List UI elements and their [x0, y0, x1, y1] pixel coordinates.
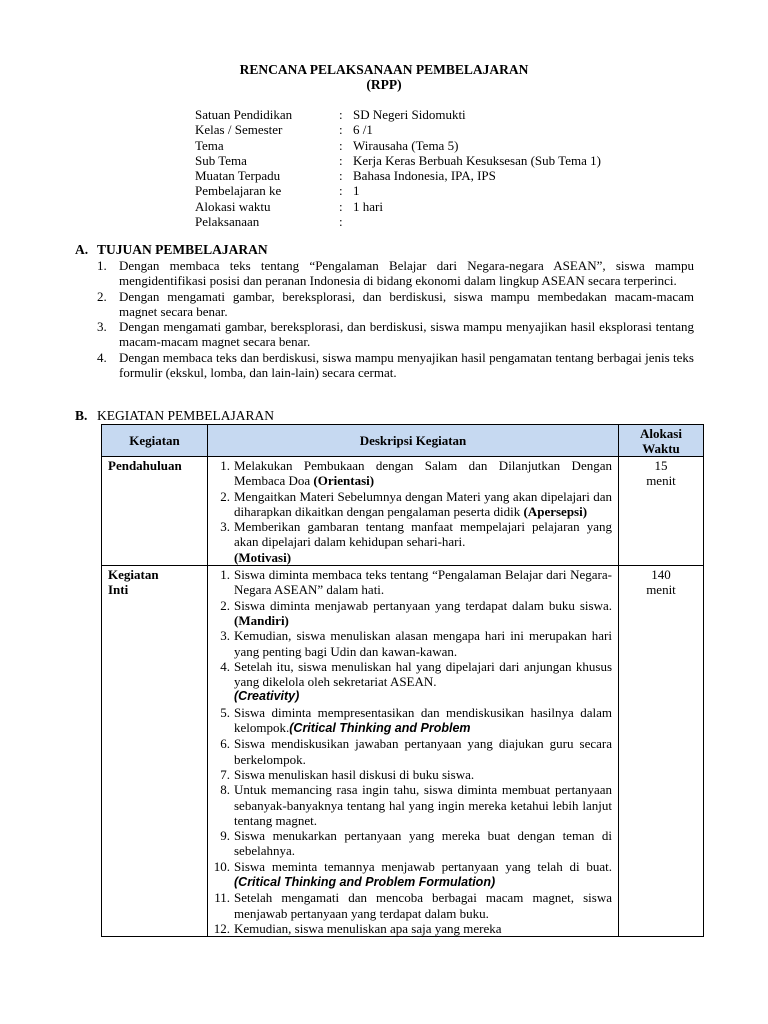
step-number: 12.	[213, 920, 230, 936]
list-item	[212, 567, 612, 598]
identity-label: Tema	[195, 137, 224, 153]
step-number: 3.	[220, 628, 230, 644]
step-tag: (Critical Thinking and Problem Formulation)	[234, 875, 496, 890]
list-item	[97, 258, 694, 289]
description-pendahuluan	[208, 457, 619, 566]
time-unit: menit	[646, 473, 676, 488]
identity-row	[195, 122, 601, 137]
identity-value: 1 hari	[353, 198, 383, 214]
section-a-title: TUJUAN PEMBELAJARAN	[97, 242, 268, 257]
step-number: 8.	[220, 782, 230, 798]
table-row	[102, 566, 704, 937]
item-text: Dengan membaca teks dan berdiskusi, siswa mampu menyajikan hasil pengamatan tentang berbagai jenis teks formulir (ekskul, lomba, dan lain-lain) secara cermat.	[119, 349, 694, 381]
step-number: 3.	[220, 519, 230, 535]
section-b-heading	[75, 408, 274, 424]
step-text: Siswa menuliskan hasil diskusi di buku siswa.	[234, 766, 475, 782]
identity-value: 6 /1	[353, 122, 373, 138]
identity-label: Pelaksanaan	[195, 214, 260, 230]
time-value: 15	[654, 458, 668, 473]
inti-steps	[208, 567, 618, 936]
identity-separator: :	[339, 137, 343, 153]
list-item	[212, 519, 612, 565]
step-number: 9.	[220, 828, 230, 844]
list-item	[212, 489, 612, 520]
step-text: Siswa diminta membaca teks tentang “Pengalaman Belajar dari Negara-Negara ASEAN” dalam hati.	[234, 567, 612, 598]
list-item	[97, 319, 694, 350]
step-number: 4.	[220, 658, 230, 674]
step-text: Kemudian, siswa menuliskan alasan mengapa hari ini merupakan hari yang penting bagi Udin dan kawan-kawan.	[234, 628, 612, 659]
activity-inti-line1: Kegiatan	[108, 567, 159, 583]
step-text: Melakukan Pembukaan dengan Salam dan Dilanjutkan Dengan Membaca Doa	[234, 458, 612, 489]
identity-separator: :	[339, 122, 343, 138]
identity-value	[353, 214, 601, 229]
identity-row	[195, 168, 601, 183]
list-item	[212, 782, 612, 828]
section-a-letter: A.	[75, 242, 89, 257]
step-number: 10.	[213, 858, 230, 874]
item-number: 2.	[97, 288, 107, 304]
list-item	[212, 859, 612, 891]
step-number: 2.	[220, 597, 230, 613]
step-tag: (Mandiri)	[234, 612, 289, 628]
identity-label: Sub Tema	[195, 152, 247, 168]
step-text: Untuk memancing rasa ingin tahu, siswa diminta membuat pertanyaan sebanyak-banyaknya tentang hal yang ingin mereka ketahui lebih lanjut tentang magnet.	[234, 782, 612, 828]
table-header-row	[102, 425, 704, 457]
step-number: 7.	[220, 766, 230, 782]
step-number: 2.	[220, 488, 230, 504]
identity-value: Kerja Keras Berbuah Kesuksesan (Sub Tema 1)	[353, 152, 601, 168]
step-text: Siswa meminta temannya menjawab pertanyaan yang telah di buat.	[234, 858, 612, 874]
step-number: 6.	[220, 736, 230, 752]
step-number: 1.	[220, 458, 230, 473]
list-item	[212, 598, 612, 629]
identity-table	[195, 107, 601, 229]
identity-separator: :	[339, 183, 343, 199]
section-b-title: KEGIATAN PEMBELAJARAN	[97, 408, 275, 423]
step-text: Siswa diminta mempresentasikan dan mendiskusikan hasilnya dalam kelompok.	[234, 704, 612, 736]
step-text: Kemudian, siswa menuliskan apa saja yang mereka	[234, 920, 502, 936]
identity-separator: :	[339, 214, 343, 230]
list-item	[212, 458, 612, 489]
step-tag: (Critical Thinking and Problem	[289, 721, 471, 736]
list-item	[212, 736, 612, 767]
identity-value: Bahasa Indonesia, IPA, IPS	[353, 168, 496, 184]
step-number: 1.	[220, 567, 230, 583]
list-item	[212, 828, 612, 859]
identity-row	[195, 199, 601, 214]
identity-row	[195, 214, 601, 229]
step-text: Siswa diminta menjawab pertanyaan yang terdapat dalam buku siswa.	[234, 597, 612, 613]
step-number: 11.	[214, 890, 230, 906]
identity-separator: :	[339, 152, 343, 168]
step-tag: (Orientasi)	[313, 473, 375, 489]
identity-value: 1	[353, 183, 360, 199]
step-tag: (Creativity)	[234, 689, 300, 704]
header-time-line1: Alokasi	[640, 425, 682, 441]
list-item	[97, 289, 694, 320]
identity-row	[195, 107, 601, 122]
header-time-line2: Waktu	[642, 440, 680, 456]
list-item	[212, 628, 612, 659]
activity-inti	[102, 566, 208, 937]
activity-pendahuluan: Pendahuluan	[102, 457, 208, 566]
step-text: Memberikan gambaran tentang manfaat mempelajari pelajaran yang akan dipelajari dalam kehidupan sehari-hari.	[234, 519, 612, 550]
description-inti	[208, 566, 619, 937]
objectives-list	[97, 258, 694, 380]
item-number: 3.	[97, 319, 107, 335]
step-text: Mengaitkan Materi Sebelumnya dengan Materi yang akan dipelajari dan diharapkan dikaitkan dengan pengalaman peserta didik	[234, 488, 612, 519]
time-unit: menit	[646, 582, 676, 598]
list-item	[212, 705, 612, 737]
step-text: Setelah mengamati dan mencoba berbagai macam magnet, siswa menjawab pertanyaan yang terdapat dalam buku.	[234, 890, 612, 921]
identity-label: Muatan Terpadu	[195, 168, 281, 184]
identity-separator: :	[339, 198, 343, 214]
item-text: Dengan mengamati gambar, bereksplorasi, dan berdiskusi, siswa mampu menyajikan hasil eksplorasi tentang macam-macam magnet secara benar.	[119, 319, 694, 350]
identity-label: Satuan Pendidikan	[195, 107, 293, 122]
item-text: Dengan membaca teks tentang “Pengalaman Belajar dari Negara-negara ASEAN”, siswa mampu mengidentifikasi posisi dan peranan Indonesia di bidang ekonomi dalam lingkup ASEAN secara terperinci.	[119, 258, 694, 289]
item-number: 1.	[97, 258, 107, 273]
document-title: RENCANA PELAKSANAAN PEMBELAJARAN	[239, 62, 529, 77]
header-time	[619, 425, 704, 457]
section-a-heading	[75, 242, 268, 258]
list-item	[212, 767, 612, 782]
step-text: Setelah itu, siswa menuliskan hal yang dipelajari dari anjungan khusus yang dikelola oleh sekretariat ASEAN.	[234, 658, 612, 690]
step-tag: (Apersepsi)	[523, 503, 588, 519]
time-inti	[619, 566, 704, 937]
activities-table	[101, 424, 704, 937]
header-activity: Kegiatan	[102, 425, 208, 457]
identity-label: Alokasi waktu	[195, 198, 271, 214]
identity-row	[195, 183, 601, 198]
list-item	[212, 921, 612, 936]
identity-label: Pembelajaran ke	[195, 183, 282, 199]
list-item	[97, 350, 694, 381]
document-subtitle: (RPP)	[366, 77, 402, 92]
item-text: Dengan mengamati gambar, bereksplorasi, dan berdiskusi, siswa mampu membedakan macam-macam magnet secara benar.	[119, 288, 694, 319]
identity-row	[195, 153, 601, 168]
time-pendahuluan	[619, 457, 704, 566]
identity-separator: :	[339, 168, 343, 184]
identity-separator: :	[339, 107, 343, 122]
identity-row	[195, 138, 601, 153]
identity-label: Kelas / Semester	[195, 122, 283, 138]
section-b-letter: B.	[75, 408, 88, 423]
activity-inti-line2: Inti	[108, 582, 129, 598]
list-item	[212, 890, 612, 921]
header-description: Deskripsi Kegiatan	[208, 425, 619, 457]
identity-value: SD Negeri Sidomukti	[353, 107, 466, 122]
step-tag: (Motivasi)	[234, 549, 292, 565]
list-item	[212, 659, 612, 705]
step-text: Siswa menukarkan pertanyaan yang mereka buat dengan teman di sebelahnya.	[234, 828, 612, 859]
table-row	[102, 457, 704, 566]
step-number: 5.	[220, 704, 230, 720]
step-text: Siswa mendiskusikan jawaban pertanyaan yang diajukan guru secara berkelompok.	[234, 736, 612, 767]
item-number: 4.	[97, 349, 107, 365]
identity-value: Wirausaha (Tema 5)	[353, 137, 459, 153]
pendahuluan-steps	[208, 458, 618, 565]
time-value: 140	[651, 567, 671, 583]
